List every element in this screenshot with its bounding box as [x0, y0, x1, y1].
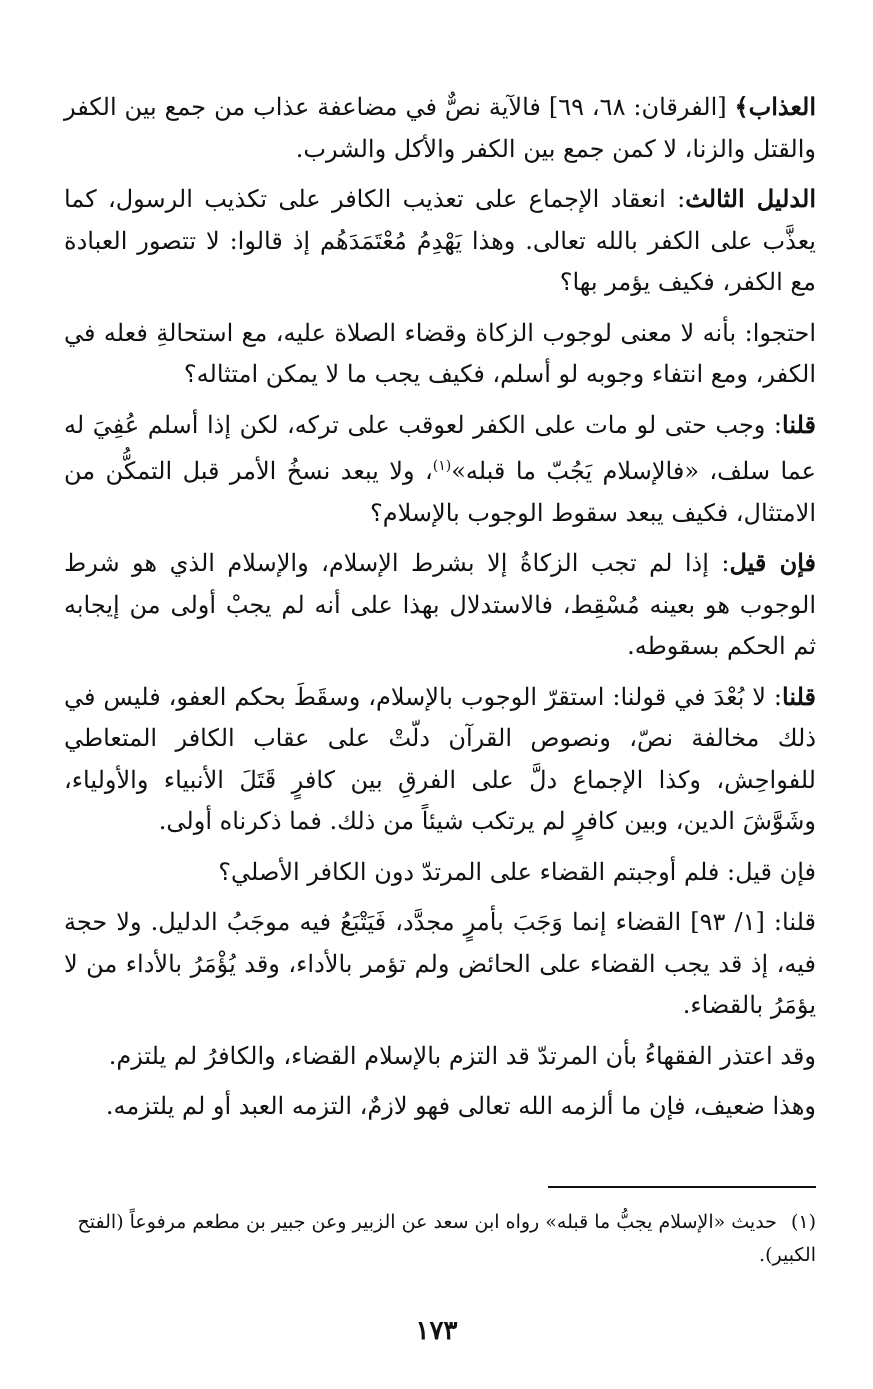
paragraph-7	[64, 851, 816, 894]
paragraph-2-lead: الدليل الثالث	[685, 184, 817, 213]
paragraph-9	[64, 1035, 816, 1078]
paragraph-7-text: فإن قيل: فلم أوجبتم القضاء على المرتدّ دون الكافر الأصلي؟	[218, 857, 816, 886]
footnote-separator	[548, 1186, 816, 1188]
paragraph-2-text: : انعقاد الإجماع على تعذيب الكافر على تكذيب الرسول، كما يعذَّب على الكفر بالله تعالى. وهذا يَهْدِمُ مُعْتَمَدَهُم إذ قالوا: لا تتصور العبادة مع الكفر، فكيف يؤمر بها؟	[64, 185, 816, 296]
paragraph-10-text: وهذا ضعيف، فإن ما ألزمه الله تعالى فهو لازمٌ، التزمه العبد أو لم يلتزمه.	[105, 1092, 816, 1120]
footnote	[64, 1206, 816, 1272]
paragraph-5	[64, 542, 816, 668]
paragraph-3-text: احتجوا: بأنه لا معنى لوجوب الزكاة وقضاء الصلاة عليه، مع استحالةِ فعله في الكفر، ومع انتفاء وجوبه لو أسلم، فكيف يجب ما لا يمكن امتثاله؟	[64, 318, 816, 388]
paragraph-2	[64, 178, 816, 304]
paragraph-4-text: : وجب حتى لو مات على الكفر لعوقب على تركه، لكن إذا أسلم عُفِيَ له عما سلف، «فالإسلام يَجُبّ ما قبله»	[64, 410, 816, 485]
paragraph-8-text: قلنا: [١/ ٩٣] القضاء إنما وَجَبَ بأمرٍ مجدَّد، فَيَتْبَعُ فيه موجَبُ الدليل. ولا حجة فيه، إذ قد يجب القضاء على الحائض ولم تؤمر بالأداء، وقد يُؤْمَرُ بالأداء من لا يؤمَرُ بالقضاء.	[64, 908, 816, 1019]
paragraph-10	[64, 1085, 816, 1128]
page-body	[64, 86, 816, 1136]
page-number: ١٧٣	[415, 1316, 458, 1346]
paragraph-6-lead: قلنا	[782, 681, 816, 711]
paragraph-6-text: : لا بُعْدَ في قولنا: استقرّ الوجوب بالإسلام، وسقَطَ بحكم العفو، فليس في ذلك مخالفة نصّ، ونصوص القرآن دلّتْ على عقاب الكافر المتعاطي للفواحِش، وكذا الإجماع دلَّ على الفرقِ بين كافرٍ قَتَلَ الأنبياء والأولياء، وشَوَّشَ الدين، وبين كافرٍ لم يرتكب شيئاً من ذلك. فما ذكرناه أولى.	[64, 682, 816, 835]
paragraph-3	[64, 312, 816, 396]
paragraph-4-text-cont: ، ولا يبعد نسخُ الأمر قبل التمكُّن من الامتثال، فكيف يبعد سقوط الوجوب بالإسلام؟	[64, 457, 816, 527]
paragraph-1	[64, 86, 816, 170]
paragraph-4	[64, 404, 816, 535]
footnote-number: (١)	[790, 1211, 816, 1233]
footnote-text: حديث «الإسلام يجبُّ ما قبله» رواه ابن سعد عن الزبير وعن جبير بن مطعم مرفوعاً (الفتح الكبير).	[77, 1211, 816, 1266]
paragraph-5-lead: فإن قيل	[729, 548, 816, 577]
paragraph-8	[64, 901, 816, 1027]
paragraph-1-lead: العذاب﴾	[734, 92, 817, 121]
paragraph-5-text: : إذا لم تجب الزكاةُ إلا بشرط الإسلام، والإسلام الذي هو شرط الوجوب هو بعينه مُسْقِط، فالاستدلال بهذا على أنه لم يجبْ أولى من إيجابه ثم الحكم بسقوطه.	[64, 549, 816, 660]
paragraph-4-lead: قلنا	[782, 409, 816, 439]
paragraph-9-text: وقد اعتذر الفقهاءُ بأن المرتدّ قد التزم بالإسلام القضاء، والكافرُ لم يلتزم.	[108, 1041, 816, 1070]
footnote-marker[interactable]: (١)	[432, 458, 452, 474]
paragraph-6	[64, 676, 816, 843]
paragraph-1-text: [الفرقان: ٦٨، ٦٩] فالآية نصٌّ في مضاعفة عذاب من جمع بين الكفر والقتل والزنا، لا كمن جمع بين الكفر والأكل والشرب.	[64, 93, 816, 163]
